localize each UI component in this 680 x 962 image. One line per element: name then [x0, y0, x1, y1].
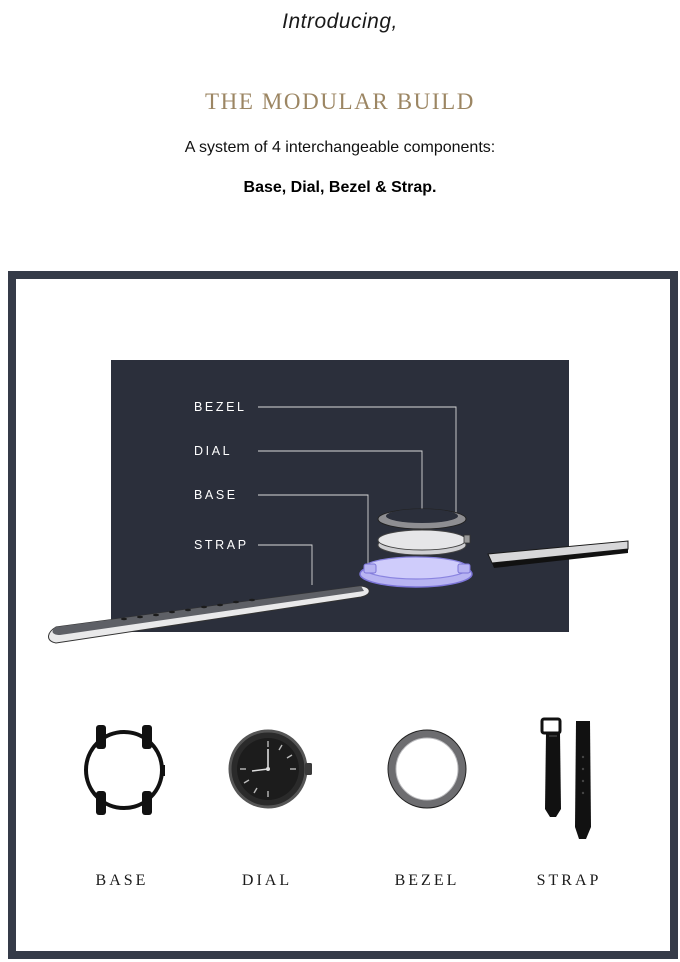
watch-case-icon — [86, 725, 165, 815]
component-label-dial: DIAL — [241, 872, 293, 889]
watch-dial-icon — [230, 731, 312, 807]
intro-text: Introducing, — [282, 10, 398, 33]
label-strap: STRAP — [194, 538, 249, 552]
component-label-bezel: BEZEL — [394, 872, 460, 889]
label-base: BASE — [194, 488, 238, 502]
label-dial: DIAL — [194, 444, 233, 458]
exploded-base — [360, 557, 472, 587]
section-title: THE MODULAR BUILD — [205, 89, 475, 114]
modular-build-panel — [8, 271, 678, 959]
modular-build-illustration — [16, 279, 670, 951]
label-bezel: BEZEL — [194, 400, 247, 414]
exploded-dial — [378, 530, 470, 555]
component-label-strap: STRAP — [536, 872, 602, 889]
subtitle: A system of 4 interchangeable components: — [184, 139, 496, 156]
exploded-bezel — [378, 509, 466, 529]
bezel-ring-icon — [388, 730, 466, 808]
leather-strap-icon — [542, 719, 591, 839]
components-line: Base, Dial, Bezel & Strap. — [243, 179, 437, 196]
component-label-base: BASE — [95, 872, 149, 889]
